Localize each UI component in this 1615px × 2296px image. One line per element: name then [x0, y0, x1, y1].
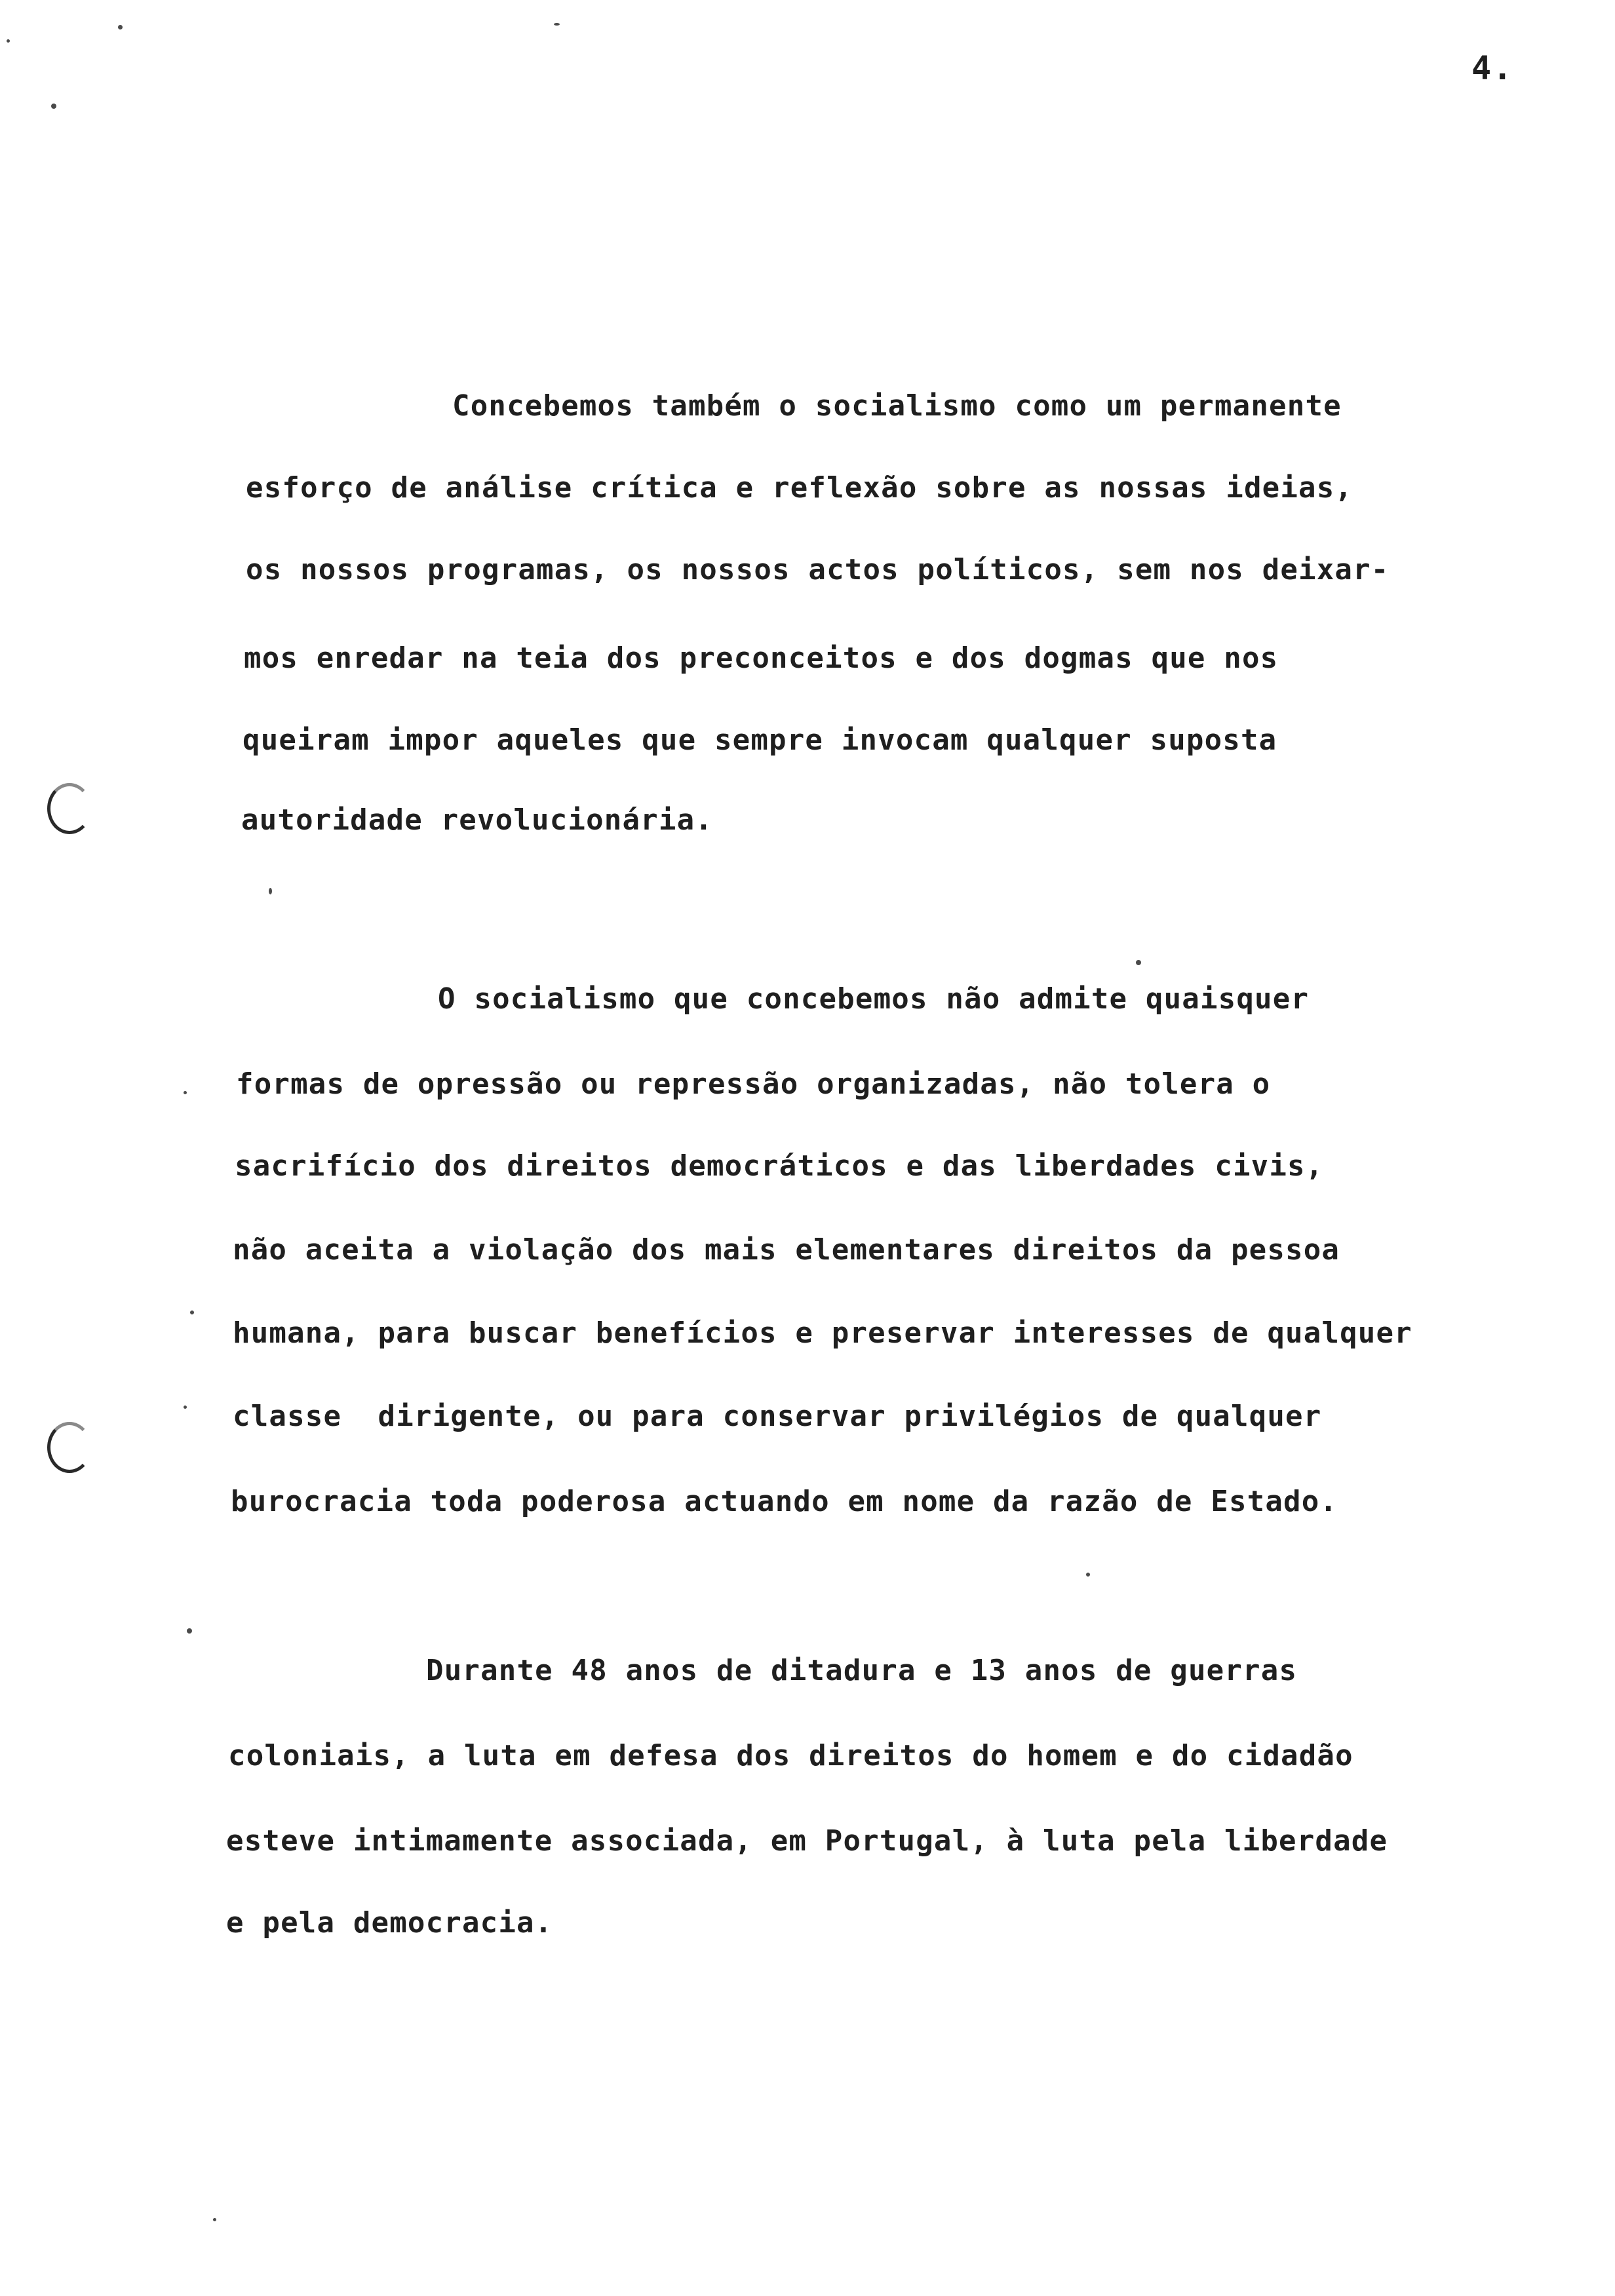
paragraph-2-line-5: humana, para buscar benefícios e preservar interesses de qualquer [233, 1316, 1412, 1350]
scan-speck [51, 104, 56, 109]
scan-speck [1136, 960, 1141, 965]
scan-speck [184, 1091, 187, 1094]
paragraph-3-line-4: e pela democracia. [226, 1906, 553, 1940]
paragraph-1-line-5: queiram impor aqueles que sempre invocam qualquer suposta [243, 723, 1277, 757]
paragraph-1-line-3: os nossos programas, os nossos actos políticos, sem nos deixar- [246, 553, 1390, 586]
scan-speck [213, 2218, 216, 2221]
scan-speck [554, 23, 560, 26]
scan-speck [269, 888, 272, 894]
scan-speck [187, 1628, 192, 1634]
scan-speck [184, 1406, 187, 1409]
paragraph-2-line-3: sacrifício dos direitos democráticos e das liberdades civis, [235, 1149, 1324, 1183]
paragraph-2-line-1: O socialismo que concebemos não admite quaisquer [438, 982, 1310, 1016]
scan-speck [7, 39, 10, 43]
paragraph-1-line-4: mos enredar na teia dos preconceitos e dos dogmas que nos [244, 641, 1279, 675]
scan-speck [118, 25, 123, 29]
punch-hole-bottom [47, 1422, 92, 1473]
paragraph-2-line-7: burocracia toda poderosa actuando em nome da razão de Estado. [231, 1485, 1338, 1518]
paragraph-2-line-2: formas de opressão ou repressão organizadas, não tolera o [236, 1067, 1271, 1101]
paragraph-3-line-3: esteve intimamente associada, em Portugal, à luta pela liberdade [226, 1824, 1388, 1858]
page-number: 4. [1471, 49, 1514, 87]
scan-speck [190, 1311, 194, 1314]
paragraph-3-line-2: coloniais, a luta em defesa dos direitos do homem e do cidadão [228, 1739, 1353, 1772]
punch-hole-top [47, 783, 92, 834]
paragraph-2-line-6: classe dirigente, ou para conservar privilégios de qualquer [233, 1400, 1322, 1433]
scan-speck [1086, 1573, 1090, 1577]
paragraph-1-line-2: esforço de análise crítica e reflexão sobre as nossas ideias, [246, 471, 1353, 505]
paragraph-2-line-4: não aceita a violação dos mais elementares direitos da pessoa [233, 1233, 1340, 1267]
paragraph-1-line-6: autoridade revolucionária. [241, 803, 713, 837]
paragraph-3-line-1: Durante 48 anos de ditadura e 13 anos de guerras [426, 1654, 1298, 1687]
paragraph-1-line-1: Concebemos também o socialismo como um permanente [452, 389, 1342, 423]
